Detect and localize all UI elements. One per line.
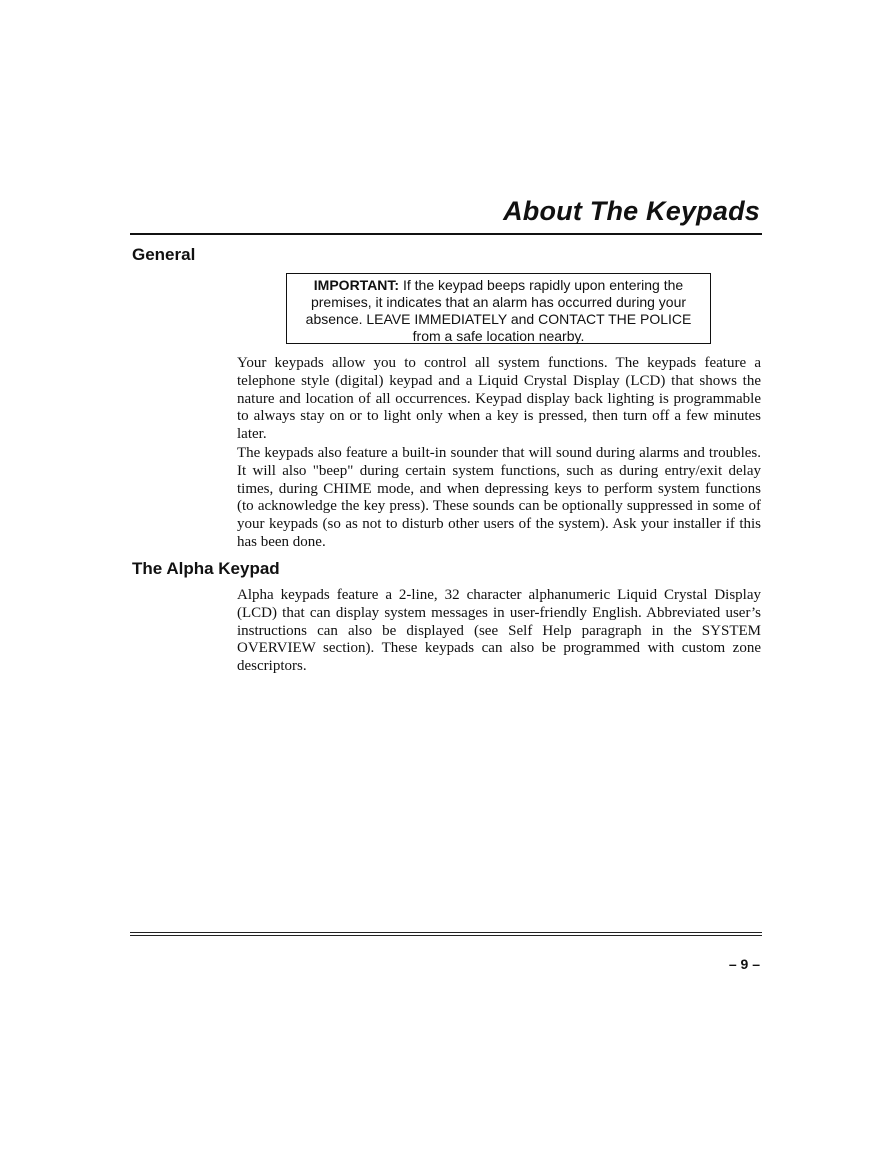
section-heading-general: General: [132, 245, 196, 264]
footer-rule-bottom: [130, 935, 762, 936]
important-notice-box: [286, 273, 711, 344]
general-paragraph-2: The keypads also feature a built-in sounder that will sound during alarms and troubles. It will also "beep" during certain system functions, such as during entry/exit delay times, during CHIME mode, and when depressing keys to perform system functions (to acknowledge the key press). These sounds can be optionally suppressed in some of your keypads (so as not to disturb other users of the system). Ask your installer if this has been done.: [237, 445, 761, 550]
title-rule: [130, 233, 762, 235]
general-paragraph-1: Your keypads allow you to control all system functions. The keypads feature a telephone style (digital) keypad and a Liquid Crystal Display (LCD) that shows the nature and location of all occurrences. Keypad display back lighting is programmable to always stay on or to light only when a key is pressed, then turn off a few minutes later.: [237, 355, 761, 443]
footer-rule-top: [130, 932, 762, 933]
important-label: IMPORTANT:: [313, 277, 400, 293]
important-text: If the keypad beeps rapidly upon entering the premises, it indicates that an alarm has occurred during your absence. LEAVE IMMEDIATELY and CONTACT THE POLICE from a safe location nearby.: [305, 277, 692, 344]
page-number: – 9 –: [728, 956, 760, 972]
page-title: About The Keypads: [503, 196, 760, 226]
section-heading-alpha-keypad: The Alpha Keypad: [132, 559, 280, 578]
alpha-keypad-paragraph: Alpha keypads feature a 2-line, 32 character alphanumeric Liquid Crystal Display (LCD) that can display system messages in user-friendly English. Abbreviated user’s instructions can also be displayed (see Self Help paragraph in the SYSTEM OVERVIEW section). These keypads can also be programmed with custom zone descriptors.: [237, 587, 761, 675]
